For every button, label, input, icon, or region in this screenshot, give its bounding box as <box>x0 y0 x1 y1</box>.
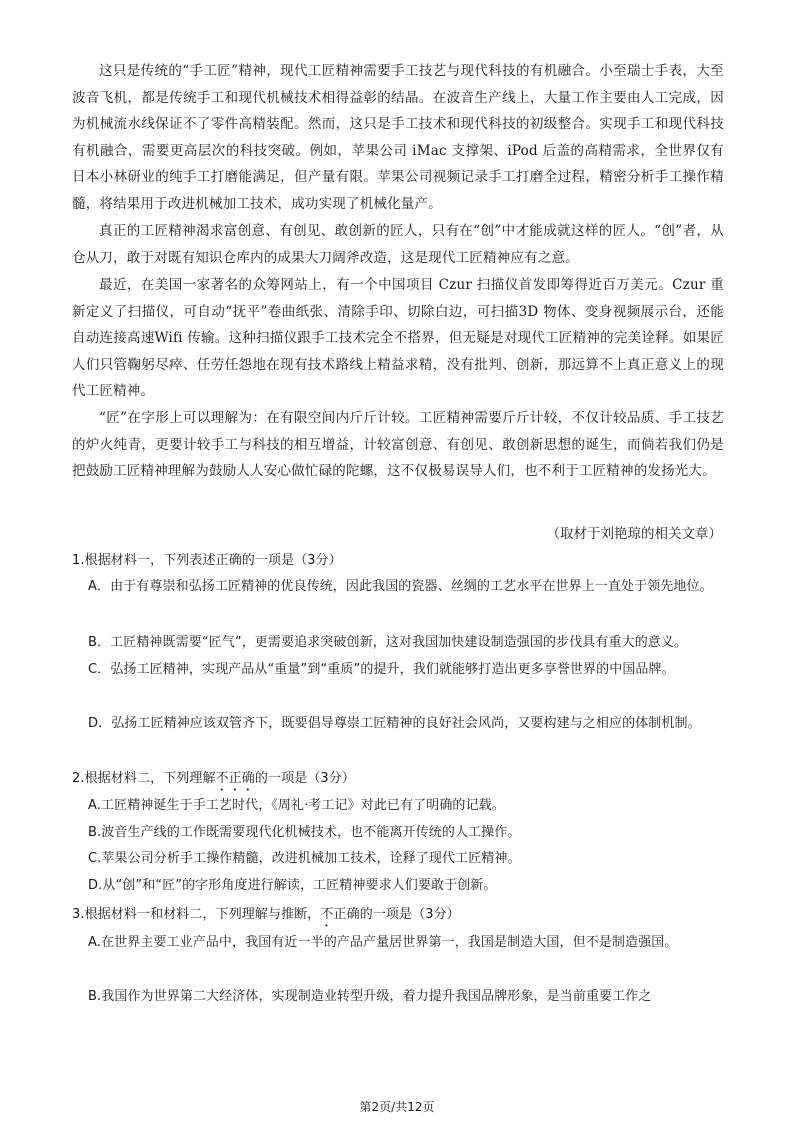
question-1-option-d: D．弘扬工匠精神应该双管齐下，既要倡导尊崇工匠精神的良好社会风尚，又要构建与之相应的体制机制。 <box>88 716 701 731</box>
stem-text: 正确的一项是（3分） <box>333 907 460 922</box>
passage-paragraph-2: 真正的工匠精神渴求富创意、有创见、敢创新的匠人，只有在“创”中才能成就这样的匠人。“创”者，从仓从刀，敢于对既有知识仓库内的成果大刀阔斧改造，这是现代工匠精神应有之意。 <box>72 223 724 266</box>
passage-paragraph-3: 最近，在美国一家著名的众筹网站上，有一个中国项目 Czur 扫描仪首发即筹得近百万美元。Czur 重新定义了扫描仪，可自动“抚平”卷曲纸张、清除手印、切除白边，可扫描3D 物体、变身视频展示台，还能自动连接高速Wifi 传输。这种扫描仪跟手工技术完全不搭界，但无疑是对现代工匠精神的完美诠释。如果匠人们只管鞠躬尽瘁、任劳任怨地在现有技术路线上精益求精，没有批判、创新，那远算不上真正意义上的现代工匠精神。 <box>72 277 724 399</box>
stem-text: 3.根据材料一和材料二，下列理解与推断， <box>72 907 321 922</box>
question-2-option-b: B.波音生产线的工作既需要现代化机械技术，也不能离开传统的人工操作。 <box>88 825 521 840</box>
stem-text: 的一项是（3分） <box>254 771 355 786</box>
question-1-stem: 1.根据材料一，下列表述正确的一项是（3分） <box>72 553 342 568</box>
question-3-option-a: A.在世界主要工业产品中，我国有近一半的产品产量居世界第一，我国是制造大国，但不是制造强国。 <box>88 935 678 950</box>
question-1-option-a: A．由于有尊崇和弘扬工匠精神的优良传统，因此我国的瓷器、丝绸的工艺水平在世界上一直处于领先地位。 <box>88 579 713 594</box>
question-1-option-c: C．弘扬工匠精神，实现产品从“重量”到“重质”的提升，我们就能够打造出更多享誉世界的中国品牌。 <box>88 662 675 677</box>
emphasis-text: 不 <box>320 907 334 922</box>
page-number: 第2页/共12页 <box>359 1100 435 1114</box>
question-2-option-c: C.苹果公司分析手工操作精髓，改进机械加工技术，诠释了现代工匠精神。 <box>88 851 521 866</box>
stem-text: 2.根据材料二，下列理解 <box>72 771 216 786</box>
question-2-stem <box>72 766 732 794</box>
question-2-option-a: A.工匠精神诞生于手工艺时代，《周礼·考工记》对此已有了明确的记载。 <box>88 798 505 813</box>
question-1-option-b: B．工匠精神既需要“匠气”，更需要追求突破创新，这对我国加快建设制造强国的步伐具有重大的意义。 <box>88 635 688 650</box>
emphasis-text: 不正确 <box>215 771 255 786</box>
source-citation: （取材于刘艳琼的相关文章） <box>546 526 722 542</box>
question-2-option-d: D.从“创”和“匠”的字形角度进行解读，工匠精神要求人们要敢于创新。 <box>88 878 497 893</box>
question-3-option-b: B.我国作为世界第二大经济体，实现制造业转型升级，着力提升我国品牌形象，是当前重要工作之 <box>88 989 652 1004</box>
passage-paragraph-1: 这只是传统的“手工匠”精神，现代工匠精神需要手工技艺与现代科技的有机融合。小至瑞士手表，大至波音飞机，都是传统手工和现代机械技术相得益彰的结晶。在波音生产线上，大量工作主要由人工完成，因为机械流水线保证不了零件高精装配。然而，这只是手工技术和现代科技的初级整合。实现手工和现代科技有机融合，需要更高层次的科技突破。例如，苹果公司 iMac 支撑架、iPod 后盖的高精需求，全世界仅有日本小林研业的纯手工打磨能满足，但产量有限。苹果公司视频记录手工打磨全过程，精密分析手工操作精髓，将结果用于改进机械加工技术，成功实现了机械化量产。 <box>72 63 724 212</box>
question-3-stem <box>72 902 732 930</box>
passage-paragraph-4: “匠”在字形上可以理解为：在有限空间内斤斤计较。工匠精神需要斤斤计较，不仅计较品质、手工技艺的炉火纯青，更要计较手工与科技的相互增益，计较富创意、有创见、敢创新思想的诞生，而倘若我们仍是把鼓励工匠精神理解为鼓励人人安心做忙碌的陀螺，这不仅极易误导人们，也不利于工匠精神的发扬光大。 <box>72 410 724 479</box>
